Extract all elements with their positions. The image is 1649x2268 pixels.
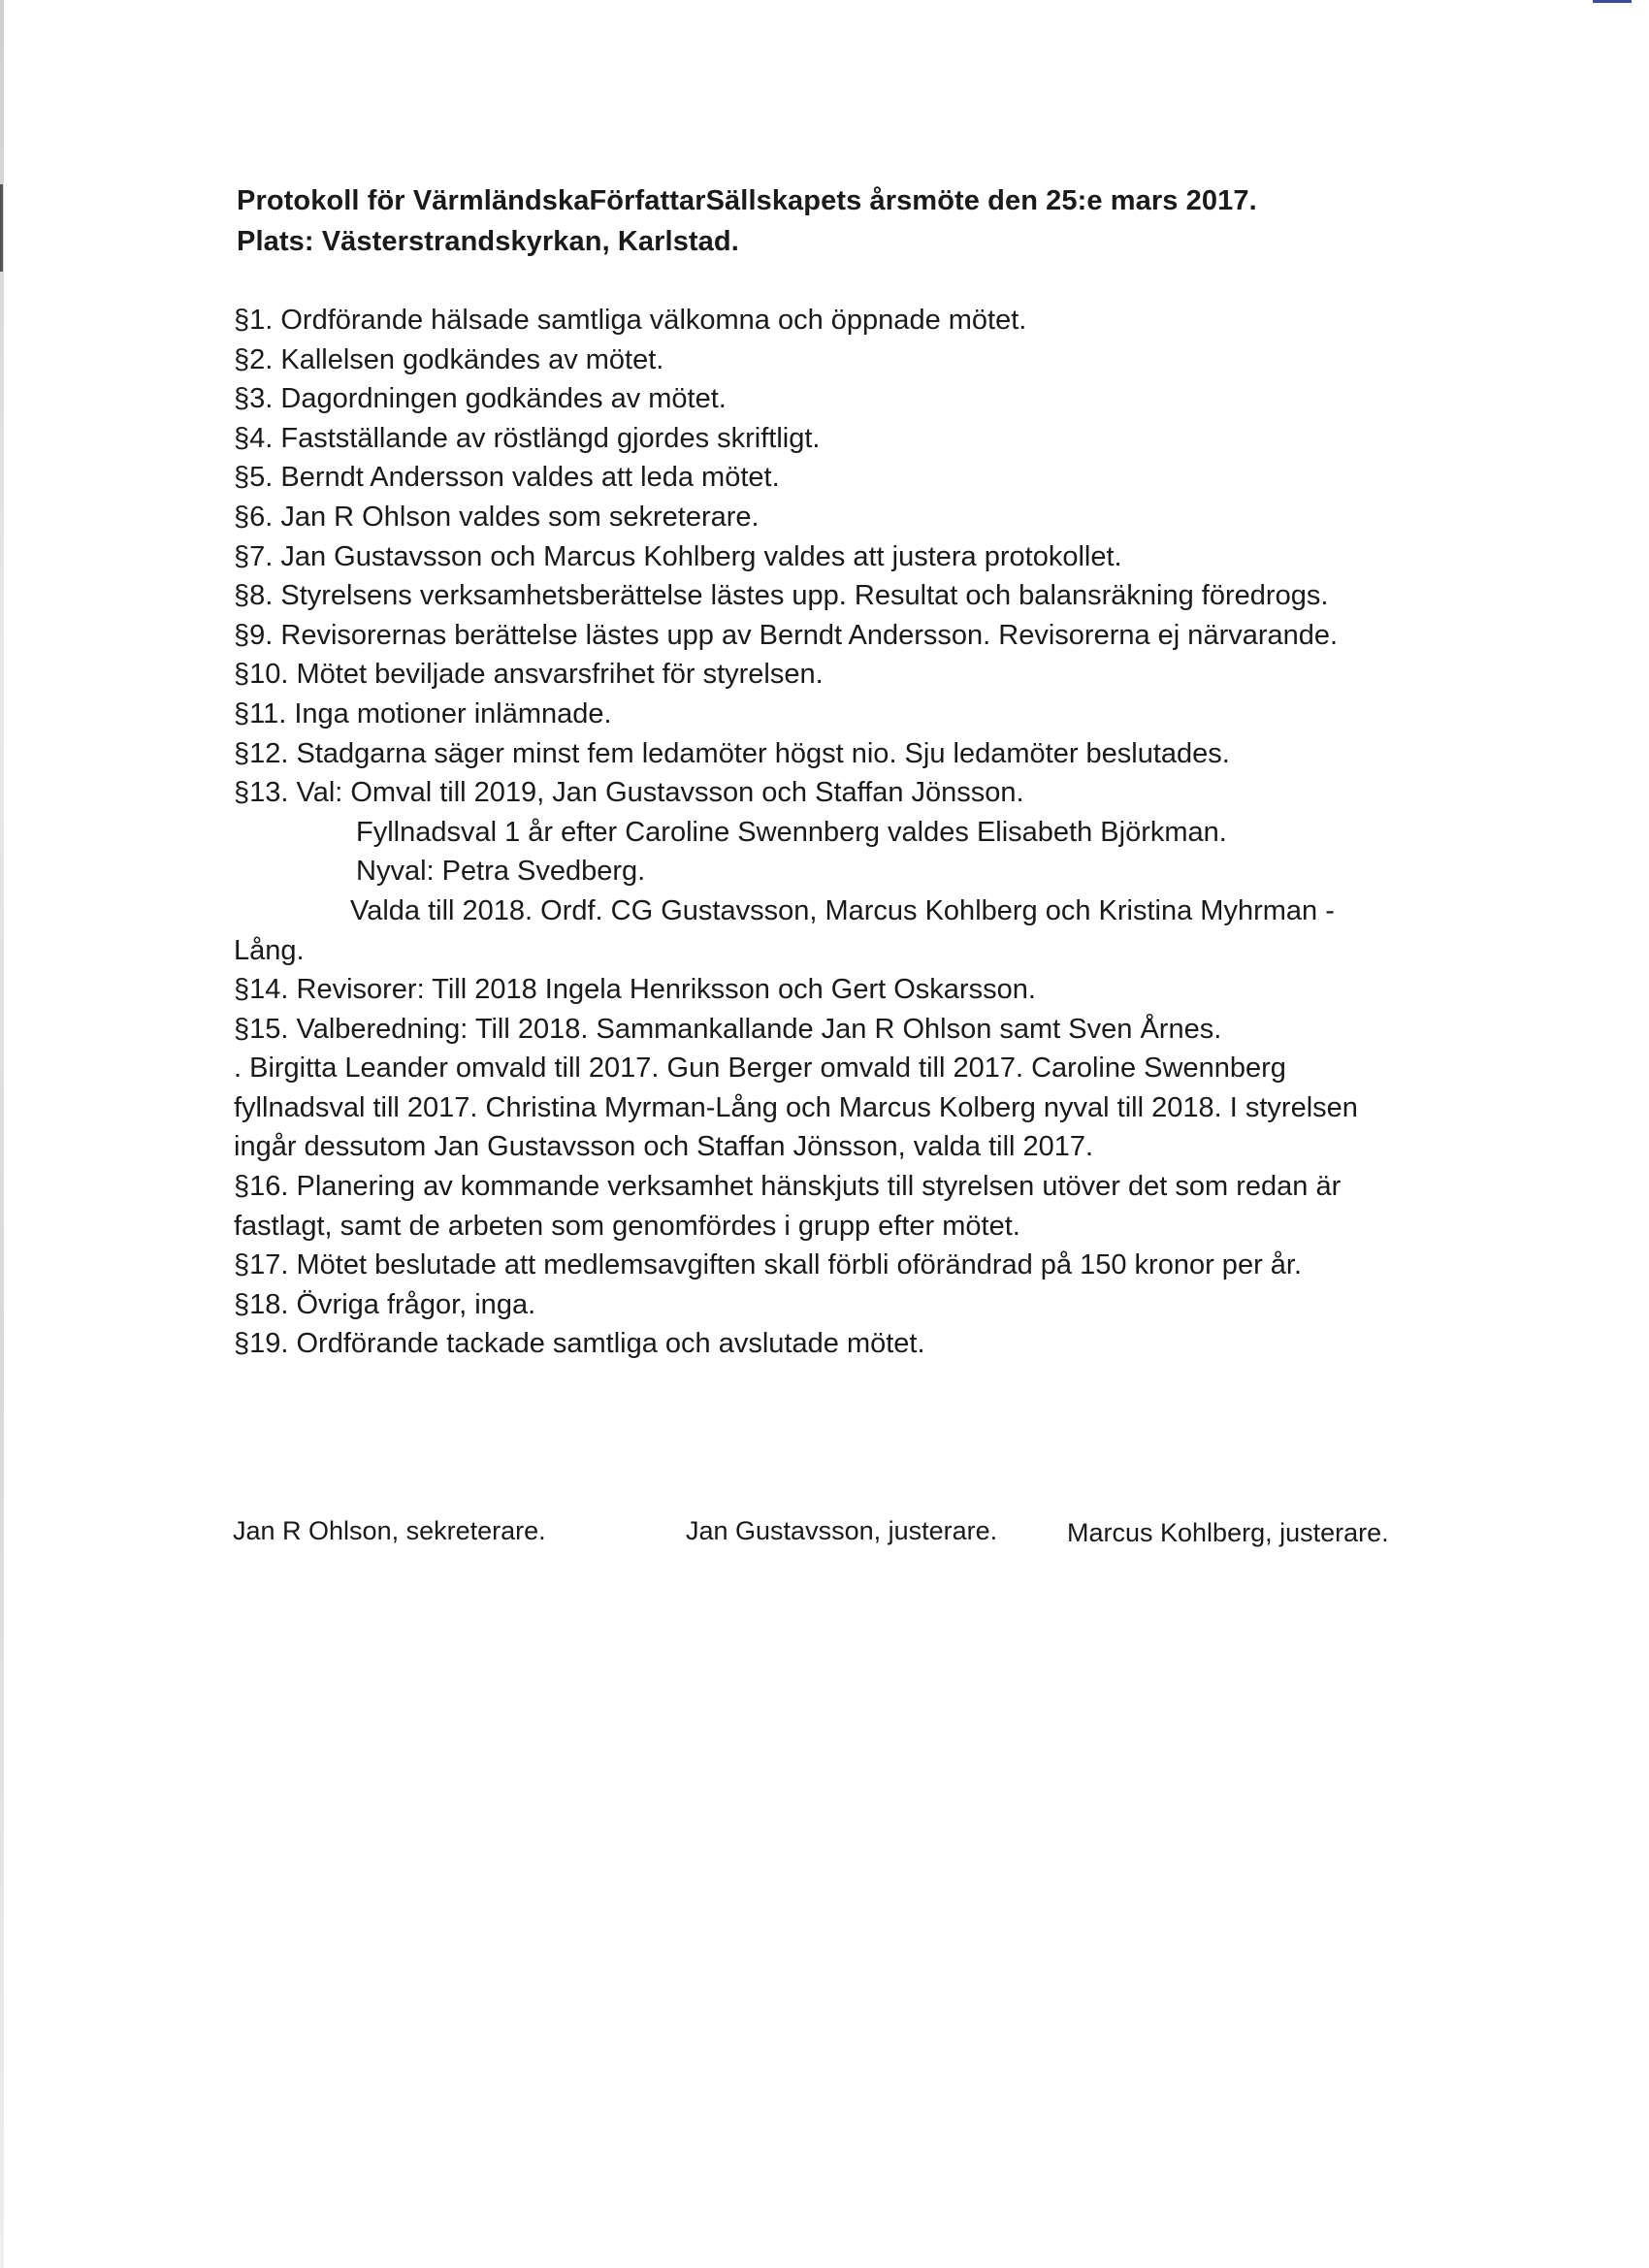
paragraph-11: §11. Inga motioner inlämnade.	[234, 697, 612, 729]
paragraph-13: §13. Val: Omval till 2019, Jan Gustavsson och Staffan Jönsson.	[234, 777, 1024, 809]
paragraph-18: §18. Övriga frågor, inga.	[234, 1288, 536, 1320]
paragraph-13-fill-election: Fyllnadsval 1 år efter Caroline Swennberg valdes Elisabeth Björkman.	[356, 816, 1227, 848]
paragraph-19: §19. Ordförande tackade samtliga och avslutade mötet.	[234, 1328, 925, 1360]
signature-secretary: Jan R Ohlson, sekreterare.	[233, 1516, 546, 1545]
minutes-body	[234, 301, 1427, 1364]
board-note-line-2: fyllnadsval till 2017. Christina Myrman-Lång och Marcus Kolberg nyval till 2018. I styrelsen	[234, 1091, 1358, 1123]
paragraph-8: §8. Styrelsens verksamhetsberättelse lästes upp. Resultat och balansräkning föredrogs.	[234, 580, 1329, 612]
paragraph-1: §1. Ordförande hälsade samtliga välkomna och öppnade mötet.	[234, 305, 1027, 336]
paragraph-16: §16. Planering av kommande verksamhet hänskjuts till styrelsen utöver det som redan är	[234, 1171, 1342, 1203]
paragraph-9: §9. Revisorernas berättelse lästes upp av Berndt Andersson. Revisorerna ej närvarande.	[234, 619, 1339, 651]
paragraph-6: §6. Jan R Ohlson valdes som sekreterare.	[234, 501, 760, 533]
paragraph-15: §15. Valberedning: Till 2018. Sammankallande Jan R Ohlson samt Sven Årnes.	[234, 1013, 1222, 1045]
paragraph-4: §4. Fastställande av röstlängd gjordes skriftligt.	[234, 422, 821, 454]
paragraph-12: §12. Stadgarna säger minst fem ledamöter högst nio. Sju ledamöter beslutades.	[234, 737, 1230, 769]
signature-adjuster-2: Marcus Kohlberg, justerare.	[1067, 1518, 1389, 1547]
paragraph-17: §17. Mötet beslutade att medlemsavgiften skall förbli oförändrad på 150 kronor per år.	[234, 1249, 1303, 1281]
board-note-line-3: ingår dessutom Jan Gustavsson och Staffan Jönsson, valda till 2017.	[234, 1131, 1094, 1163]
document-title: Protokoll för VärmländskaFörfattarSällskapets årsmöte den 25:e mars 2017.	[237, 185, 1257, 216]
paragraph-10: §10. Mötet beviljade ansvarsfrihet för styrelsen.	[234, 659, 824, 691]
paragraph-2: §2. Kallelsen godkändes av mötet.	[234, 343, 664, 375]
paragraph-13-elected-until-2018: Valda till 2018. Ordf. CG Gustavsson, Marcus Kohlberg och Kristina Myhrman -	[350, 894, 1335, 926]
paragraph-14: §14. Revisorer: Till 2018 Ingela Henriksson och Gert Oskarsson.	[234, 974, 1036, 1006]
paragraph-7: §7. Jan Gustavsson och Marcus Kohlberg valdes att justera protokollet.	[234, 540, 1122, 572]
paragraph-5: §5. Berndt Andersson valdes att leda mötet.	[234, 462, 780, 494]
scan-edge-mark	[0, 184, 3, 272]
paragraph-13-continuation: Lång.	[234, 934, 305, 966]
paragraph-16-continuation: fastlagt, samt de arbeten som genomfördes i grupp efter mötet.	[234, 1210, 1020, 1242]
paragraph-3: §3. Dagordningen godkändes av mötet.	[234, 383, 727, 415]
document-location: Plats: Västerstrandskyrkan, Karlstad.	[237, 226, 739, 257]
document-heading	[237, 180, 1257, 262]
board-note-line-1: . Birgitta Leander omvald till 2017. Gun Berger omvald till 2017. Caroline Swennberg	[234, 1053, 1286, 1085]
scan-corner-mark	[1593, 0, 1632, 3]
scan-edge	[0, 0, 4, 2268]
signature-adjuster-1: Jan Gustavsson, justerare.	[686, 1516, 998, 1545]
paragraph-13-new-election: Nyval: Petra Svedberg.	[356, 856, 646, 888]
